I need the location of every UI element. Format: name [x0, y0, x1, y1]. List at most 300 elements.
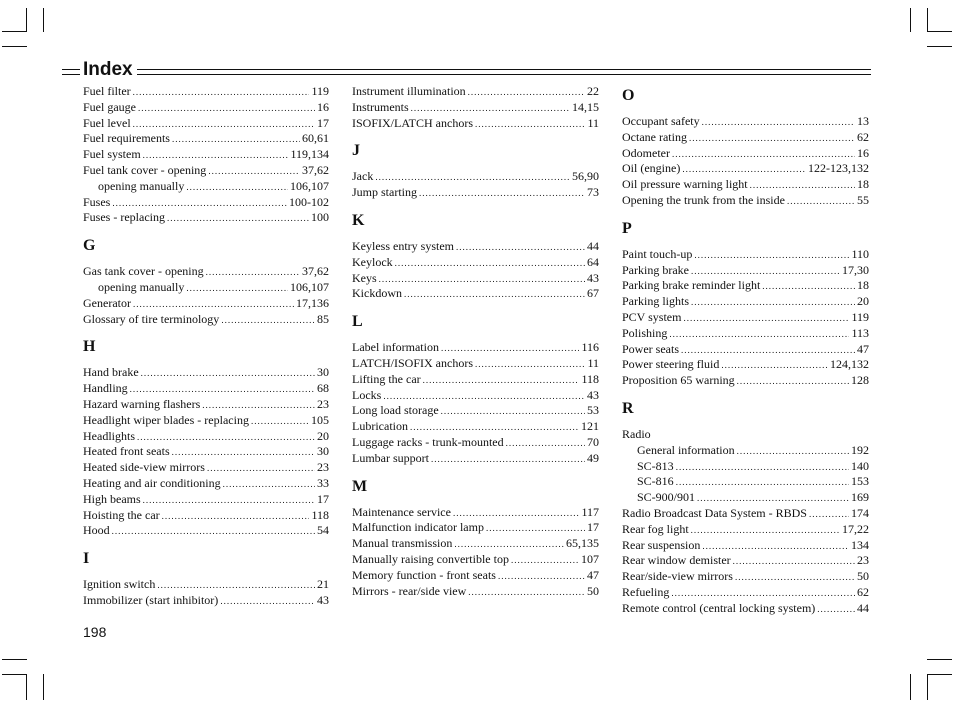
crop-mark: [2, 659, 27, 660]
entry-label: Octane rating: [622, 129, 687, 144]
section-letter: L: [352, 313, 363, 331]
index-entry: [622, 310, 869, 326]
index-entry: [83, 280, 329, 296]
entry-page: 110: [851, 246, 869, 261]
entry-label: Parking lights: [622, 294, 690, 309]
dot-leader: [404, 287, 585, 302]
entry-label: Rear/side-view mirrors: [622, 569, 733, 584]
dot-leader: [682, 162, 806, 177]
section-letter: I: [83, 550, 90, 568]
index-entry: [83, 163, 329, 179]
dot-leader: [220, 594, 315, 609]
index-entry: [622, 490, 869, 506]
entry-page: 43: [587, 270, 599, 285]
entry-page: 118: [581, 371, 599, 386]
entry-label: Jack: [352, 169, 374, 184]
entry-page: 17,22: [842, 521, 869, 536]
entry-label: Polishing: [622, 325, 668, 340]
dot-leader: [498, 569, 585, 584]
entry-page: 47: [857, 341, 869, 356]
crop-mark: [910, 674, 911, 700]
dot-leader: [379, 272, 585, 287]
entry-label: Radio Broadcast Data System - RBDS: [622, 505, 807, 520]
entry-label: High beams: [83, 491, 141, 506]
dot-leader: [737, 444, 849, 459]
index-column-3: [622, 84, 869, 617]
entry-page: 106,107: [290, 178, 329, 193]
crop-mark: [43, 8, 44, 32]
index-entry: [622, 443, 869, 459]
index-entry: [83, 593, 329, 609]
index-entry: [622, 263, 869, 279]
dot-leader: [141, 366, 315, 381]
entry-label: opening manually: [98, 178, 185, 193]
index-entry: [83, 508, 329, 524]
crop-mark: [927, 674, 928, 700]
entry-label: Radio: [622, 426, 651, 441]
entry-label: Remote control (central locking system): [622, 600, 816, 615]
entry-label: Fuses: [83, 194, 111, 209]
index-entry: [622, 553, 869, 569]
dot-leader: [468, 585, 585, 600]
crop-mark: [927, 674, 952, 675]
entry-label: Immobilizer (start inhibitor): [83, 592, 219, 607]
dot-leader: [691, 523, 840, 538]
entry-page: 119: [851, 309, 869, 324]
index-entry: [622, 569, 869, 585]
index-column-1: [83, 84, 329, 609]
entry-label: Glossary of tire terminology: [83, 311, 220, 326]
index-entry: [83, 131, 329, 147]
entry-page: 37,62: [302, 162, 329, 177]
entry-label: Handling: [83, 381, 128, 396]
entry-label: Oil pressure warning light: [622, 177, 748, 192]
entry-label: Fuel filter: [83, 84, 131, 98]
index-entry: [83, 179, 329, 195]
entry-label: SC-813: [637, 458, 674, 473]
entry-page: 70: [587, 434, 599, 449]
dot-leader: [486, 521, 585, 536]
index-entry: [83, 312, 329, 328]
index-entry: [352, 388, 599, 404]
entry-label: Ignition switch: [83, 577, 156, 592]
crop-mark: [927, 8, 928, 32]
entry-label: Rear window demister: [622, 553, 731, 568]
entry-page: 134: [851, 537, 869, 552]
dot-leader: [395, 256, 585, 271]
dot-leader: [143, 493, 315, 508]
entry-page: 16: [317, 99, 329, 114]
section-letter: K: [352, 211, 365, 229]
index-entry: [352, 419, 599, 435]
index-entry: [83, 365, 329, 381]
entry-page: 18: [857, 278, 869, 293]
entry-label: Luggage racks - trunk-mounted: [352, 434, 504, 449]
index-entry: [622, 522, 869, 538]
dot-leader: [441, 404, 585, 419]
entry-page: 100: [311, 210, 329, 225]
entry-page: 44: [857, 600, 869, 615]
crop-mark: [927, 659, 952, 660]
dot-leader: [186, 180, 288, 195]
dot-leader: [468, 85, 585, 100]
crop-mark: [26, 674, 27, 700]
entry-label: Instruments: [352, 99, 409, 114]
entry-page: 37,62: [302, 264, 329, 279]
crop-mark: [43, 674, 44, 700]
entry-label: Maintenance service: [352, 504, 451, 519]
entry-label: Proposition 65 warning: [622, 373, 735, 388]
index-entry: [83, 476, 329, 492]
entry-page: 116: [581, 340, 599, 355]
index-entry: [622, 474, 869, 490]
index-entry: [352, 536, 599, 552]
dot-leader: [721, 358, 828, 373]
entry-label: Keylock: [352, 254, 393, 269]
entry-page: 22: [587, 84, 599, 98]
dot-leader: [167, 211, 309, 226]
dot-leader: [133, 117, 315, 132]
index-column-2: [352, 84, 599, 599]
entry-label: Manual transmission: [352, 536, 453, 551]
dot-leader: [251, 414, 309, 429]
dot-leader: [133, 297, 294, 312]
dot-leader: [762, 279, 855, 294]
dot-leader: [143, 148, 289, 163]
dot-leader: [172, 132, 300, 147]
dot-leader: [453, 506, 579, 521]
header-rule-left: [62, 69, 80, 75]
dot-leader: [454, 537, 564, 552]
entry-label: Fuel system: [83, 147, 141, 162]
page-title: Index: [83, 59, 133, 80]
dot-leader: [162, 509, 310, 524]
index-entry: [622, 585, 869, 601]
dot-leader: [702, 539, 849, 554]
index-entry: [83, 460, 329, 476]
entry-page: 17: [587, 520, 599, 535]
dot-leader: [133, 85, 310, 100]
page-number: 198: [83, 624, 107, 640]
dot-leader: [419, 186, 585, 201]
entry-label: Hood: [83, 523, 110, 538]
entry-page: 100-102: [289, 194, 329, 209]
dot-leader: [223, 477, 315, 492]
entry-label: Rear suspension: [622, 537, 701, 552]
dot-leader: [809, 507, 849, 522]
entry-page: 122-123,132: [808, 161, 869, 176]
entry-label: opening manually: [98, 279, 185, 294]
entry-page: 49: [587, 450, 599, 465]
index-entry: [622, 146, 869, 162]
dot-leader: [375, 170, 570, 185]
section-letter: O: [622, 87, 635, 104]
entry-page: 21: [317, 577, 329, 592]
entry-page: 13: [857, 114, 869, 128]
dot-leader: [676, 460, 849, 475]
index-entry: [622, 247, 869, 263]
entry-label: Paint touch-up: [622, 246, 693, 261]
crop-mark: [927, 46, 952, 47]
dot-leader: [208, 164, 300, 179]
dot-leader: [506, 436, 585, 451]
entry-label: Instrument illumination: [352, 84, 466, 98]
entry-page: 33: [317, 475, 329, 490]
dot-leader: [112, 524, 315, 539]
entry-label: Gas tank cover - opening: [83, 264, 204, 279]
entry-label: Manually raising convertible top: [352, 551, 509, 566]
entry-page: 56,90: [572, 169, 599, 184]
entry-page: 119: [311, 84, 329, 98]
dot-leader: [683, 311, 849, 326]
entry-page: 117: [581, 504, 599, 519]
dot-leader: [410, 420, 579, 435]
index-entry: [83, 195, 329, 211]
entry-label: SC-900/901: [637, 490, 696, 505]
index-entry: [622, 161, 869, 177]
entry-page: 128: [851, 373, 869, 388]
index-entry: [352, 185, 599, 201]
crop-mark: [2, 46, 27, 47]
entry-page: 119,134: [290, 147, 329, 162]
entry-page: 20: [857, 294, 869, 309]
entry-page: 68: [317, 381, 329, 396]
entry-label: Headlight wiper blades - replacing: [83, 412, 249, 427]
entry-label: Fuel requirements: [83, 131, 170, 146]
dot-leader: [207, 461, 315, 476]
index-entry: [622, 177, 869, 193]
dot-leader: [441, 341, 579, 356]
index-entry: [352, 552, 599, 568]
dot-leader: [689, 131, 855, 146]
index-entry: [622, 278, 869, 294]
dot-leader: [737, 374, 849, 389]
index-entry: [83, 492, 329, 508]
entry-label: Oil (engine): [622, 161, 681, 176]
entry-label: Keyless entry system: [352, 238, 454, 253]
section-letter: P: [622, 219, 632, 237]
entry-label: Keys: [352, 270, 377, 285]
crop-mark: [927, 31, 952, 32]
entry-page: 65,135: [566, 536, 599, 551]
dot-leader: [697, 491, 849, 506]
index-entry: [352, 340, 599, 356]
index-entry: [352, 403, 599, 419]
entry-page: 105: [311, 412, 329, 427]
index-entry: [352, 520, 599, 536]
entry-label: Parking brake: [622, 262, 689, 277]
index-entry: [83, 100, 329, 116]
entry-page: 23: [857, 553, 869, 568]
entry-page: 153: [851, 474, 869, 489]
entry-page: 53: [587, 403, 599, 418]
entry-page: 17,136: [296, 295, 329, 310]
entry-page: 113: [851, 325, 869, 340]
entry-page: 60,61: [302, 131, 329, 146]
dot-leader: [172, 445, 315, 460]
entry-label: Occupant safety: [622, 114, 700, 128]
entry-label: Long load storage: [352, 403, 439, 418]
entry-label: Lumbar support: [352, 450, 429, 465]
entry-page: 121: [581, 419, 599, 434]
index-entry: [622, 114, 869, 130]
dot-leader: [735, 570, 855, 585]
entry-page: 50: [857, 569, 869, 584]
entry-page: 17: [317, 115, 329, 130]
dot-leader: [669, 327, 849, 342]
entry-page: 11: [587, 355, 599, 370]
dot-leader: [787, 194, 855, 209]
index-entry: [352, 451, 599, 467]
index-entry: [83, 413, 329, 429]
entry-page: 73: [587, 185, 599, 200]
dot-leader: [511, 553, 579, 568]
entry-page: 62: [857, 584, 869, 599]
section-letter: G: [83, 237, 96, 255]
index-entry: [83, 429, 329, 445]
section-letter: J: [352, 142, 360, 160]
dot-leader: [691, 295, 855, 310]
dot-leader: [202, 398, 315, 413]
entry-label: SC-816: [637, 474, 674, 489]
dot-leader: [221, 313, 315, 328]
index-entry: [352, 255, 599, 271]
entry-page: 118: [311, 507, 329, 522]
index-entry: [83, 210, 329, 226]
entry-label: Label information: [352, 340, 439, 355]
entry-label: Memory function - front seats: [352, 567, 496, 582]
entry-page: 17: [317, 491, 329, 506]
entry-label: Refueling: [622, 584, 670, 599]
dot-leader: [691, 264, 840, 279]
index-entry: [352, 239, 599, 255]
entry-label: Mirrors - rear/side view: [352, 583, 467, 598]
entry-label: Rear fog light: [622, 521, 689, 536]
entry-page: 47: [587, 567, 599, 582]
dot-leader: [702, 115, 855, 130]
index-entry: [622, 130, 869, 146]
dot-leader: [671, 586, 855, 601]
entry-page: 106,107: [290, 279, 329, 294]
index-entry: [83, 577, 329, 593]
entry-label: Power seats: [622, 341, 679, 356]
entry-label: Kickdown: [352, 286, 402, 301]
index-entry: [352, 505, 599, 521]
section-letter: H: [83, 338, 96, 356]
dot-leader: [383, 389, 585, 404]
index-entry: [352, 271, 599, 287]
index-entry: [352, 356, 599, 372]
index-entry: [352, 100, 599, 116]
dot-leader: [423, 373, 580, 388]
index-entry: [83, 296, 329, 312]
entry-page: 43: [317, 592, 329, 607]
index-entry: [352, 584, 599, 600]
entry-label: Fuel tank cover - opening: [83, 162, 207, 177]
entry-page: 140: [851, 458, 869, 473]
dot-leader: [157, 578, 315, 593]
entry-label: Headlights: [83, 428, 135, 443]
dot-leader: [733, 554, 855, 569]
section-letter: M: [352, 477, 368, 495]
entry-page: 62: [857, 129, 869, 144]
entry-label: ISOFIX/LATCH anchors: [352, 115, 473, 130]
entry-label: Fuses - replacing: [83, 210, 165, 225]
index-entry: [83, 147, 329, 163]
entry-label: Heated side-view mirrors: [83, 460, 205, 475]
dot-leader: [411, 101, 570, 116]
index-entry: [83, 381, 329, 397]
index-entry: [352, 169, 599, 185]
index-entry: [622, 373, 869, 389]
index-entry: [622, 326, 869, 342]
dot-leader: [694, 248, 849, 263]
header-rule-right: [137, 69, 871, 75]
entry-page: 64: [587, 254, 599, 269]
entry-page: 54: [317, 523, 329, 538]
index-entry: [83, 264, 329, 280]
index-entry: [352, 116, 599, 132]
entry-label: Lubrication: [352, 419, 408, 434]
dot-leader: [206, 265, 300, 280]
index-entry: [83, 523, 329, 539]
entry-page: 107: [581, 551, 599, 566]
dot-leader: [750, 178, 855, 193]
entry-label: General information: [637, 442, 735, 457]
index-entry: [622, 538, 869, 554]
entry-page: 67: [587, 286, 599, 301]
dot-leader: [112, 196, 287, 211]
entry-label: Hand brake: [83, 365, 139, 380]
dot-leader: [130, 382, 315, 397]
entry-page: 23: [317, 460, 329, 475]
index-entry: [622, 357, 869, 373]
entry-label: Parking brake reminder light: [622, 278, 761, 293]
entry-page: 43: [587, 387, 599, 402]
entry-page: 50: [587, 583, 599, 598]
entry-page: 85: [317, 311, 329, 326]
dot-leader: [186, 281, 288, 296]
index-entry: [83, 84, 329, 100]
entry-label: Fuel gauge: [83, 99, 136, 114]
index-entry: [352, 435, 599, 451]
dot-leader: [681, 343, 855, 358]
index-entry: [622, 342, 869, 358]
crop-mark: [26, 8, 27, 32]
entry-page: 174: [851, 505, 869, 520]
entry-page: 55: [857, 192, 869, 207]
entry-label: Malfunction indicator lamp: [352, 520, 484, 535]
dot-leader: [475, 117, 585, 132]
index-entry: [622, 506, 869, 522]
entry-page: 44: [587, 238, 599, 253]
index-entry: [622, 601, 869, 617]
dot-leader: [475, 357, 585, 372]
entry-page: 11: [587, 115, 599, 130]
index-entry: [83, 116, 329, 132]
index-entry: [622, 294, 869, 310]
entry-label: Generator: [83, 295, 131, 310]
entry-label: Hazard warning flashers: [83, 396, 201, 411]
crop-mark: [2, 674, 27, 675]
index-entry: [352, 286, 599, 302]
index-entry: [622, 193, 869, 209]
entry-label: Power steering fluid: [622, 357, 720, 372]
dot-leader: [817, 602, 855, 617]
entry-label: Fuel level: [83, 115, 131, 130]
index-entry: [352, 372, 599, 388]
entry-page: 124,132: [830, 357, 869, 372]
